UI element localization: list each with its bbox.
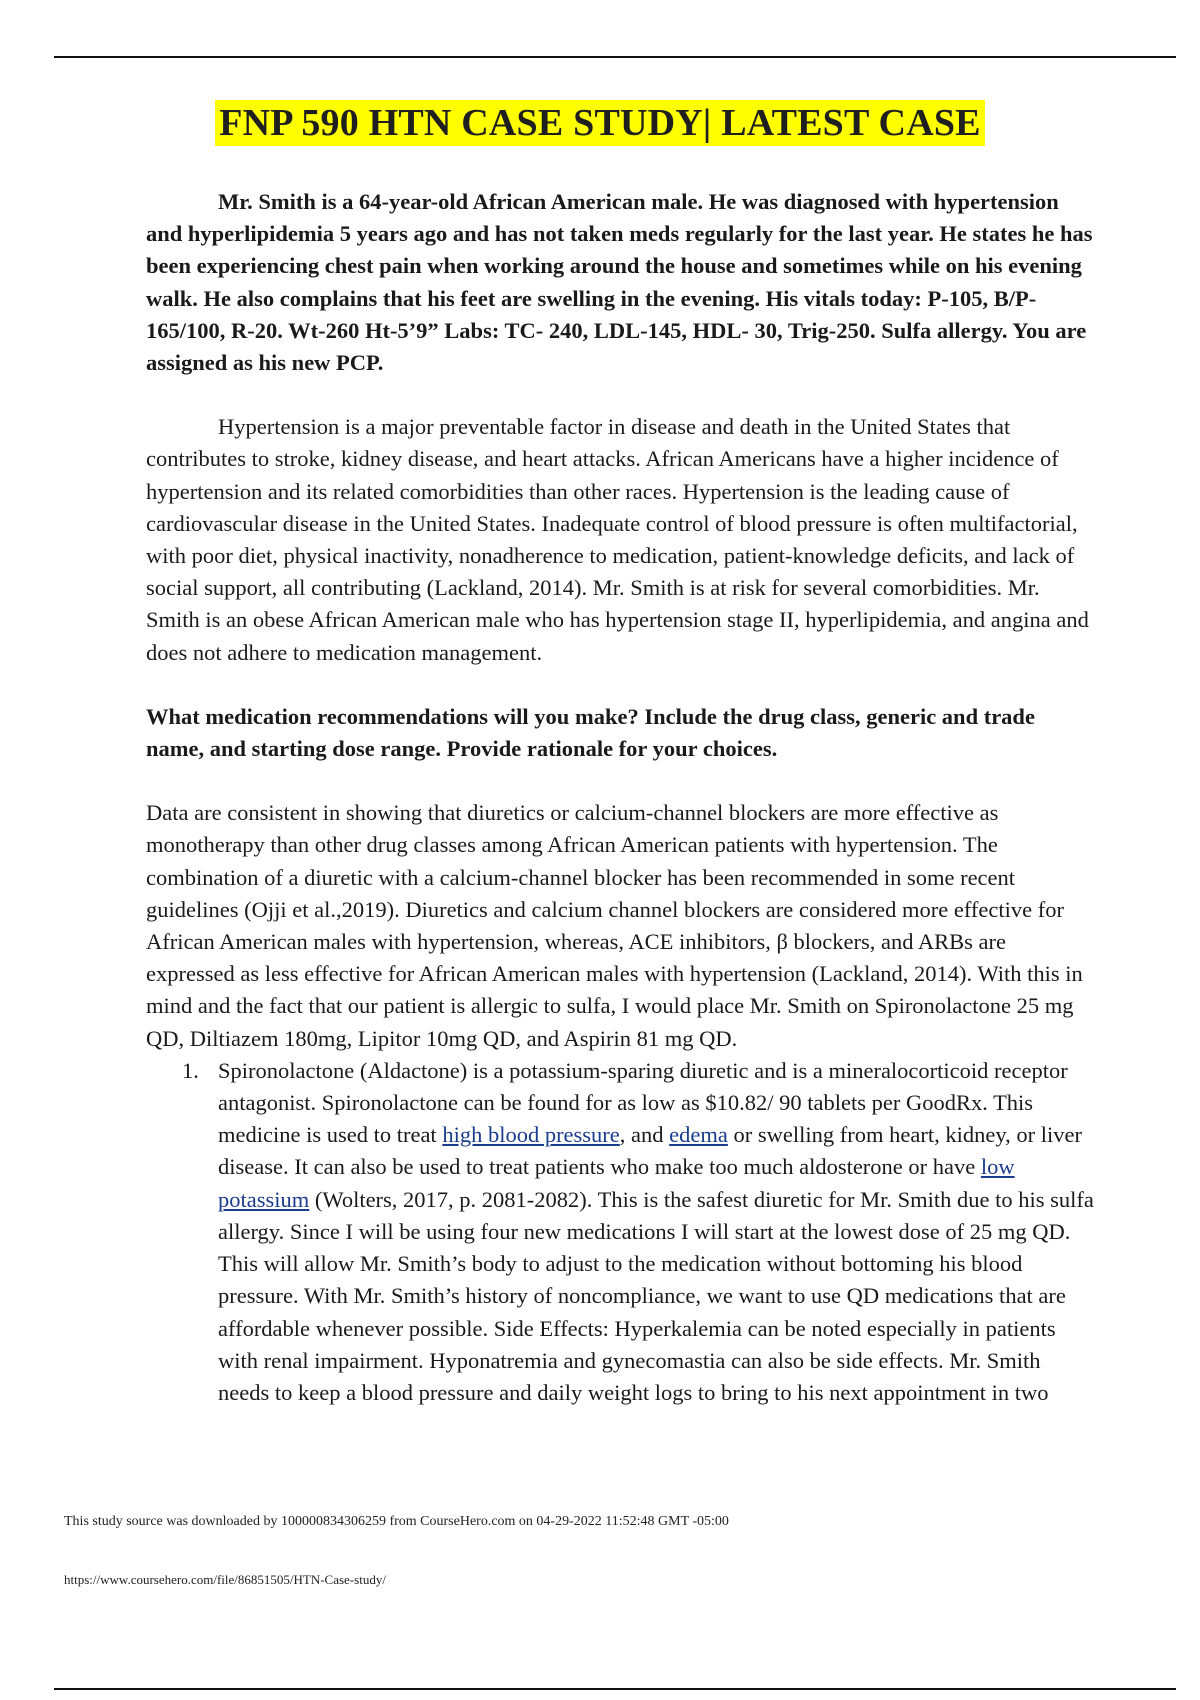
list-item bbox=[182, 1055, 1096, 1409]
link-edema[interactable]: edema bbox=[669, 1122, 728, 1148]
download-source-note: This study source was downloaded by 100000834306259 from CourseHero.com on 04-29-2022 11:52:48 GMT -05:00 bbox=[64, 1514, 729, 1529]
intro-paragraph: Hypertension is a major preventable factor in disease and death in the United States that contributes to stroke, kidney disease, and heart attacks. African Americans have a higher incidence of hypertension and its related comorbidities than other races. Hypertension is the leading cause of cardiovascular disease in the United States. Inadequate control of blood pressure is often multifactorial, with poor diet, physical inactivity, nonadherence to medication, patient-knowledge deficits, and lack of social support, all contributing (Lackland, 2014). Mr. Smith is at risk for several comorbidities. Mr. Smith is an obese African American male who has hypertension stage II, hyperlipidemia, and angina and does not adhere to medication management. bbox=[146, 414, 1089, 665]
list-item-text: (Wolters, 2017, p. 2081-2082). This is the safest diuretic for Mr. Smith due to his sulfa allergy. Since I will be using four new medications I will start at the lowest dose of 25 mg QD. This will allow Mr. Smith’s body to adjust to the medication without bottoming his blood pressure. With Mr. Smith’s history of noncompliance, we want to use QD medications that are affordable whenever possible. Side Effects: Hyperkalemia can be noted especially in patients with renal impairment. Hyponatremia and gynecomastia can also be side effects. Mr. Smith needs to keep a blood pressure and daily weight logs to bring to his next appointment in two bbox=[218, 1186, 1094, 1405]
answer-paragraph: Data are consistent in showing that diuretics or calcium-channel blockers are more effective as monotherapy than other drug classes among African American patients with hypertension. The combination of a diuretic with a calcium-channel blocker has been recommended in some recent guidelines (Ojji et al.,2019). Diuretics and calcium channel blockers are considered more effective for African American males with hypertension, whereas, ACE inhibitors, β blockers, and ARBs are expressed as less effective for African American males with hypertension (Lackland, 2014). With this in mind and the fact that our patient is allergic to sulfa, I would place Mr. Smith on Spironolactone 25 mg QD, Diltiazem 180mg, Lipitor 10mg QD, and Aspirin 81 mg QD. bbox=[146, 800, 1083, 1051]
list-item-text: , and bbox=[619, 1122, 670, 1148]
question-heading: What medication recommendations will you make? Include the drug class, generic and trade name, and starting dose range. Provide rationale for your choices. bbox=[146, 703, 1035, 762]
source-url: https://www.coursehero.com/file/86851505/HTN-Case-study/ bbox=[64, 1572, 386, 1587]
document-body bbox=[146, 186, 1096, 1409]
list-item-number: 1. bbox=[182, 1057, 199, 1083]
list-item-text: or swelling from heart, kidney, or liver disease. It can also be used to treat patients who make too much aldosterone or have bbox=[218, 1122, 1082, 1180]
bottom-rule bbox=[54, 1688, 1176, 1690]
link-high-blood-pressure[interactable]: high blood pressure bbox=[442, 1122, 620, 1148]
case-description: Mr. Smith is a 64-year-old African American male. He was diagnosed with hypertension and hyperlipidemia 5 years ago and has not taken meds regularly for the last year. He states he has been experiencing chest pain when working around the house and sometimes while on his evening walk. He also complains that his feet are swelling in the evening. His vitals today: P-105, B/P-165/100, R-20. Wt-260 Ht-5’9” Labs: TC- 240, LDL-145, HDL- 30, Trig-250. Sulfa allergy. You are assigned as his new PCP. bbox=[146, 189, 1093, 376]
list-item-text: Spironolactone (Aldactone) is a potassium-sparing diuretic and is a mineralocorticoid receptor antagonist. Spironolactone can be found for as low as $10.82/ 90 tablets per GoodRx. This medicine is used to treat bbox=[218, 1057, 1068, 1148]
document-title: FNP 590 HTN CASE STUDY| LATEST CASE bbox=[215, 100, 984, 146]
top-rule bbox=[54, 56, 1176, 58]
title-container bbox=[0, 100, 1200, 146]
medication-list bbox=[146, 1055, 1096, 1409]
link-low-potassium[interactable]: low potassium bbox=[218, 1154, 1015, 1212]
